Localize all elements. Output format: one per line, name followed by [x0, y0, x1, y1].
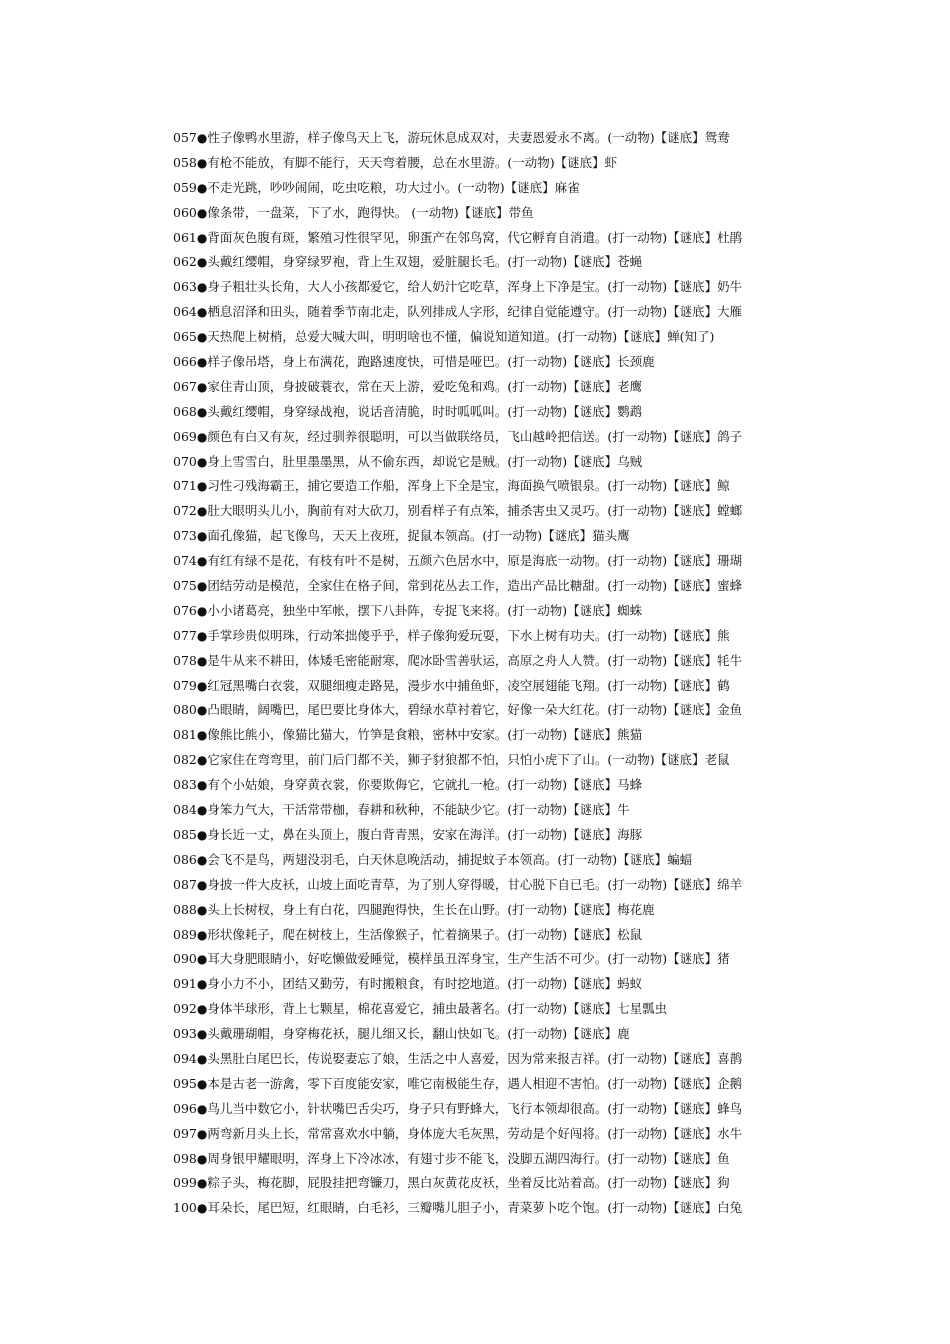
riddle-item: [173, 1072, 823, 1097]
riddle-item: [173, 773, 823, 798]
riddle-list: [173, 126, 823, 1221]
bullet-icon: ●: [196, 330, 208, 345]
riddle-number: 067: [173, 378, 197, 394]
bullet-icon: ●: [196, 952, 208, 967]
bullet-icon: ●: [196, 678, 208, 693]
riddle-number: 100: [173, 1200, 197, 1216]
bullet-icon: ●: [196, 1201, 208, 1216]
riddle-text: 身笨力气大，干活常带枷，春耕和秋种，不能缺少它。(打一动物)【谜底】牛: [207, 802, 630, 818]
riddle-number: 072: [173, 503, 197, 519]
riddle-number: 098: [173, 1150, 197, 1166]
bullet-icon: ●: [196, 355, 208, 370]
riddle-text: 有个小姑娘，身穿黄衣裳，你要欺侮它，它就扎一枪。(打一动物)【谜底】马蜂: [207, 777, 643, 793]
riddle-number: 080: [173, 702, 197, 718]
riddle-item: [173, 1147, 823, 1172]
riddle-item: [173, 151, 823, 176]
riddle-text: 头黑肚白尾巴长，传说娶妻忘了娘，生活之中人喜爱，因为常来报吉祥。(打一动物)【谜底】喜鹊: [207, 1050, 743, 1066]
bullet-icon: ●: [196, 554, 208, 569]
bullet-icon: ●: [196, 603, 208, 618]
riddle-item: [173, 325, 823, 350]
riddle-text: 身体半球形，背上七颗星，棉花喜爱它，捕虫最著名。(打一动物)【谜底】七星瓢虫: [207, 1001, 668, 1017]
riddle-item: [173, 972, 823, 997]
riddle-number: 090: [173, 951, 197, 967]
riddle-item: [173, 798, 823, 823]
riddle-item: [173, 823, 823, 848]
bullet-icon: ●: [196, 1101, 208, 1116]
riddle-text: 身子粗壮头长角，大人小孩都爱它，给人奶汁它吃草，浑身上下净是宝。(打一动物)【谜底】奶牛: [207, 279, 743, 295]
riddle-number: 088: [173, 901, 197, 917]
riddle-text: 样子像吊塔，身上布满花，跑路速度快，可惜是哑巴。(打一动物)【谜底】长颈鹿: [207, 354, 655, 370]
bullet-icon: ●: [196, 977, 208, 992]
riddle-text: 身长近一丈，鼻在头顶上，腹白背青黑，安家在海洋。(打一动物)【谜底】海豚: [207, 826, 643, 842]
bullet-icon: ●: [196, 827, 208, 842]
riddle-text: 肚大眼明头儿小，胸前有对大砍刀，别看样子有点笨，捕杀害虫又灵巧。(打一动物)【谜底】螳螂: [207, 503, 743, 519]
riddle-text: 有红有绿不是花，有枝有叶不是树，五颜六色居水中，原是海底一动物。(打一动物)【谜底】珊瑚: [207, 553, 743, 569]
riddle-item: [173, 997, 823, 1022]
riddle-item: [173, 524, 823, 549]
riddle-text: 小小诸葛亮，独坐中军帐，摆下八卦阵，专捉飞来将。(打一动物)【谜底】蜘蛛: [207, 602, 643, 618]
riddle-text: 习性刁残海霸王，捕它要造工作船，浑身上下全是宝，海面换气喷银泉。(打一动物)【谜底】鲸: [207, 478, 730, 494]
bullet-icon: ●: [196, 1176, 208, 1191]
riddle-number: 057: [173, 130, 197, 145]
bullet-icon: ●: [196, 230, 208, 245]
bullet-icon: ●: [196, 305, 208, 320]
riddle-text: 头戴红缨帽，身穿绿罗袍，背上生双翅，爱脏腿长毛。(打一动物)【谜底】苍蝇: [207, 254, 643, 270]
riddle-number: 066: [173, 354, 197, 370]
riddle-item: [173, 176, 823, 201]
riddle-text: 凸眼睛，阔嘴巴，尾巴要比身体大，碧绿水草衬着它，好像一朵大红花。(打一动物)【谜底】金鱼: [207, 702, 743, 718]
riddle-number: 097: [173, 1125, 197, 1141]
bullet-icon: ●: [196, 1151, 208, 1166]
riddle-text: 像熊比熊小，像猫比猫大，竹笋是食粮，密林中安家。(打一动物)【谜底】熊猫: [207, 727, 643, 743]
bullet-icon: ●: [196, 379, 208, 394]
riddle-text: 手掌珍贵似明珠，行动笨拙傻乎乎，样子像狗爱玩耍，下水上树有功夫。(打一动物)【谜底】熊: [207, 627, 730, 643]
riddle-text: 形状像耗子，爬在树枝上，生活像猴子，忙着摘果子。(打一动物)【谜底】松鼠: [207, 926, 643, 942]
riddle-number: 061: [173, 229, 197, 245]
riddle-item: [173, 474, 823, 499]
riddle-text: 身上雪雪白，肚里墨墨黑，从不偷东西，却说它是贼。(打一动物)【谜底】乌贼: [207, 453, 643, 469]
riddle-item: [173, 226, 823, 251]
riddle-text: 会飞不是鸟，两翅没羽毛，白天休息晚活动，捕捉蚊子本领高。(打一动物)【谜底】蝙蝠: [207, 851, 693, 867]
riddle-text: 像条带，一盘菜，下了水，跑得快。 (一动物)【谜底】带鱼: [207, 204, 534, 220]
bullet-icon: ●: [196, 429, 208, 444]
riddle-number: 070: [173, 453, 197, 469]
riddle-number: 071: [173, 478, 197, 494]
riddle-text: 红冠黑嘴白衣裳，双腿细瘦走路晃，漫步水中捕鱼虾，凌空展翅能飞翔。(打一动物)【谜底】鹤: [207, 677, 730, 693]
riddle-item: [173, 1047, 823, 1072]
riddle-number: 086: [173, 851, 197, 867]
bullet-icon: ●: [196, 1027, 208, 1042]
bullet-icon: ●: [196, 1002, 208, 1017]
bullet-icon: ●: [196, 180, 208, 195]
riddle-number: 062: [173, 254, 197, 270]
riddle-text: 耳大身肥眼睛小，好吃懒做爱睡觉，模样虽丑浑身宝，生产生活不可少。(打一动物)【谜底】猪: [207, 951, 730, 967]
bullet-icon: ●: [196, 653, 208, 668]
bullet-icon: ●: [196, 504, 208, 519]
riddle-text: 两弯新月头上长，常常喜欢水中躺，身体庞大毛灰黑，劳动是个好闯将。(打一动物)【谜底】水牛: [207, 1125, 743, 1141]
riddle-number: 063: [173, 279, 197, 295]
bullet-icon: ●: [196, 703, 208, 718]
riddle-item: [173, 201, 823, 226]
riddle-text: 是牛从来不耕田，体矮毛密能耐寒，爬冰卧雪善驮运，高原之舟人人赞。(打一动物)【谜底】牦牛: [207, 652, 743, 668]
bullet-icon: ●: [196, 529, 208, 544]
riddle-number: 065: [173, 329, 197, 345]
riddle-item: [173, 873, 823, 898]
bullet-icon: ●: [196, 131, 208, 145]
bullet-icon: ●: [196, 280, 208, 295]
riddle-text: 头戴红缨帽，身穿绿战袍，说话音清脆，时时呱呱叫。(打一动物)【谜底】鹦鹉: [207, 403, 643, 419]
riddle-text: 它家住在弯弯里，前门后门都不关，狮子豺狼都不怕，只怕小虎下了山。(一动物)【谜底】老鼠: [207, 752, 730, 768]
riddle-item: [173, 1097, 823, 1122]
riddle-text: 身小力不小，团结又勤劳，有时搬粮食，有时挖地道。(打一动物)【谜底】蚂蚁: [207, 976, 643, 992]
riddle-number: 084: [173, 802, 197, 818]
riddle-item: [173, 549, 823, 574]
riddle-text: 头戴珊瑚帽，身穿梅花袄，腿儿细又长，翻山快如飞。(打一动物)【谜底】鹿: [207, 1026, 630, 1042]
riddle-text: 鸟儿当中数它小，针状嘴巴舌尖巧，身子只有野蜂大，飞行本领却很高。(打一动物)【谜底】蜂鸟: [207, 1100, 743, 1116]
riddle-item: [173, 574, 823, 599]
riddle-item: [173, 947, 823, 972]
riddle-number: 068: [173, 403, 197, 419]
bullet-icon: ●: [196, 479, 208, 494]
riddle-text: 面孔像猫，起飞像鸟，天天上夜班，捉鼠本领高。(打一动物)【谜底】猫头鹰: [207, 528, 630, 544]
bullet-icon: ●: [196, 628, 208, 643]
riddle-text: 身披一件大皮袄，山坡上面吃青草，为了别人穿得暖，甘心脱下自已毛。(打一动物)【谜底】绵羊: [207, 876, 743, 892]
bullet-icon: ●: [196, 852, 208, 867]
bullet-icon: ●: [196, 255, 208, 270]
riddle-item: [173, 1196, 823, 1221]
riddle-item: [173, 300, 823, 325]
riddle-item: [173, 723, 823, 748]
riddle-item: [173, 425, 823, 450]
riddle-item: [173, 1171, 823, 1196]
riddle-text: 不走光跳，吵吵闹闹，吃虫吃粮，功大过小。(一动物)【谜底】麻雀: [207, 179, 580, 195]
riddle-number: 073: [173, 528, 197, 544]
riddle-number: 094: [173, 1050, 197, 1066]
bullet-icon: ●: [196, 778, 208, 793]
bullet-icon: ●: [196, 728, 208, 743]
bullet-icon: ●: [196, 1126, 208, 1141]
riddle-number: 082: [173, 752, 197, 768]
bullet-icon: ●: [196, 579, 208, 594]
riddle-number: 058: [173, 154, 197, 170]
riddle-text: 粽子头，梅花脚，屁股挂把弯镰刀，黑白灰黄花皮袄，坐着反比站着高。(打一动物)【谜底】狗: [207, 1175, 730, 1191]
riddle-number: 075: [173, 578, 197, 594]
riddle-number: 079: [173, 677, 197, 693]
riddle-text: 团结劳动是模范，全家住在格子间，常到花丛去工作，造出产品比糖甜。(打一动物)【谜底】蜜蜂: [207, 578, 743, 594]
bullet-icon: ●: [196, 902, 208, 917]
riddle-item: [173, 450, 823, 475]
riddle-number: 093: [173, 1026, 197, 1042]
riddle-number: 074: [173, 553, 197, 569]
riddle-text: 栖息沼泽和田头，随着季节南北走，队列排成人字形，纪律自觉能遵守。(打一动物)【谜底】大雁: [207, 304, 743, 320]
riddle-item: [173, 599, 823, 624]
riddle-number: 083: [173, 777, 197, 793]
riddle-text: 耳朵长，尾巴短，红眼睛，白毛衫，三瓣嘴儿胆子小，青菜萝卜吃个饱。(打一动物)【谜底】白兔: [207, 1200, 743, 1216]
riddle-text: 周身银甲耀眼明，浑身上下冷冰冰，有翅寸步不能飞，没脚五湖四海行。(打一动物)【谜底】鱼: [207, 1150, 730, 1166]
bullet-icon: ●: [196, 927, 208, 942]
riddle-text: 颜色有白又有灰，经过驯养很聪明，可以当做联络员，飞山越岭把信送。(打一动物)【谜底】鸽子: [207, 428, 743, 444]
riddle-number: 085: [173, 826, 197, 842]
riddle-text: 家住青山顶，身披破蓑衣，常在天上游，爱吃兔和鸡。(打一动物)【谜底】老鹰: [207, 378, 643, 394]
riddle-item: [173, 275, 823, 300]
riddle-number: 091: [173, 976, 197, 992]
bullet-icon: ●: [196, 205, 208, 220]
riddle-number: 060: [173, 204, 197, 220]
riddle-number: 092: [173, 1001, 197, 1017]
riddle-item: [173, 375, 823, 400]
riddle-item: [173, 126, 823, 151]
bullet-icon: ●: [196, 155, 208, 170]
bullet-icon: ●: [196, 877, 208, 892]
riddle-text: 有枪不能放，有脚不能行，天天弯着腰，总在水里游。(一动物)【谜底】虾: [207, 154, 618, 170]
riddle-number: 059: [173, 179, 197, 195]
riddle-number: 087: [173, 876, 197, 892]
riddle-item: [173, 1122, 823, 1147]
riddle-number: 077: [173, 627, 197, 643]
riddle-item: [173, 674, 823, 699]
riddle-item: [173, 1022, 823, 1047]
bullet-icon: ●: [196, 1051, 208, 1066]
riddle-number: 064: [173, 304, 197, 320]
riddle-number: 096: [173, 1100, 197, 1116]
bullet-icon: ●: [196, 454, 208, 469]
riddle-item: [173, 748, 823, 773]
riddle-number: 095: [173, 1075, 197, 1091]
riddle-number: 078: [173, 652, 197, 668]
riddle-item: [173, 923, 823, 948]
riddle-number: 076: [173, 602, 197, 618]
riddle-number: 099: [173, 1175, 197, 1191]
riddle-text: 性子像鸭水里游，样子像鸟天上飞，游玩休息成双对，夫妻恩爱永不离。(一动物)【谜底】鸳鸯: [207, 130, 730, 145]
riddle-text: 背面灰色腹有斑，繁殖习性很罕见，卵蛋产在邻鸟窝，代它孵育自消遣。(打一动物)【谜底】杜鹃: [207, 229, 743, 245]
riddle-item: [173, 499, 823, 524]
riddle-text: 天热爬上树梢，总爱大喊大叫，明明啥也不懂，偏说知道知道。(打一动物)【谜底】蝉(知了): [207, 329, 715, 345]
bullet-icon: ●: [196, 1076, 208, 1091]
riddle-item: [173, 848, 823, 873]
riddle-number: 089: [173, 926, 197, 942]
riddle-item: [173, 898, 823, 923]
bullet-icon: ●: [196, 404, 208, 419]
riddle-text: 头上长树杈，身上有白花，四腿跑得快，生长在山野。(打一动物)【谜底】梅花鹿: [207, 901, 655, 917]
riddle-number: 081: [173, 727, 197, 743]
riddle-number: 069: [173, 428, 197, 444]
riddle-text: 本是古老一游禽，零下百度能安家，唯它南极能生存，遇人相迎不害怕。(打一动物)【谜底】企鹅: [207, 1075, 743, 1091]
bullet-icon: ●: [196, 753, 208, 768]
riddle-item: [173, 624, 823, 649]
riddle-item: [173, 250, 823, 275]
riddle-item: [173, 350, 823, 375]
riddle-item: [173, 400, 823, 425]
riddle-item: [173, 698, 823, 723]
riddle-item: [173, 649, 823, 674]
bullet-icon: ●: [196, 803, 208, 818]
